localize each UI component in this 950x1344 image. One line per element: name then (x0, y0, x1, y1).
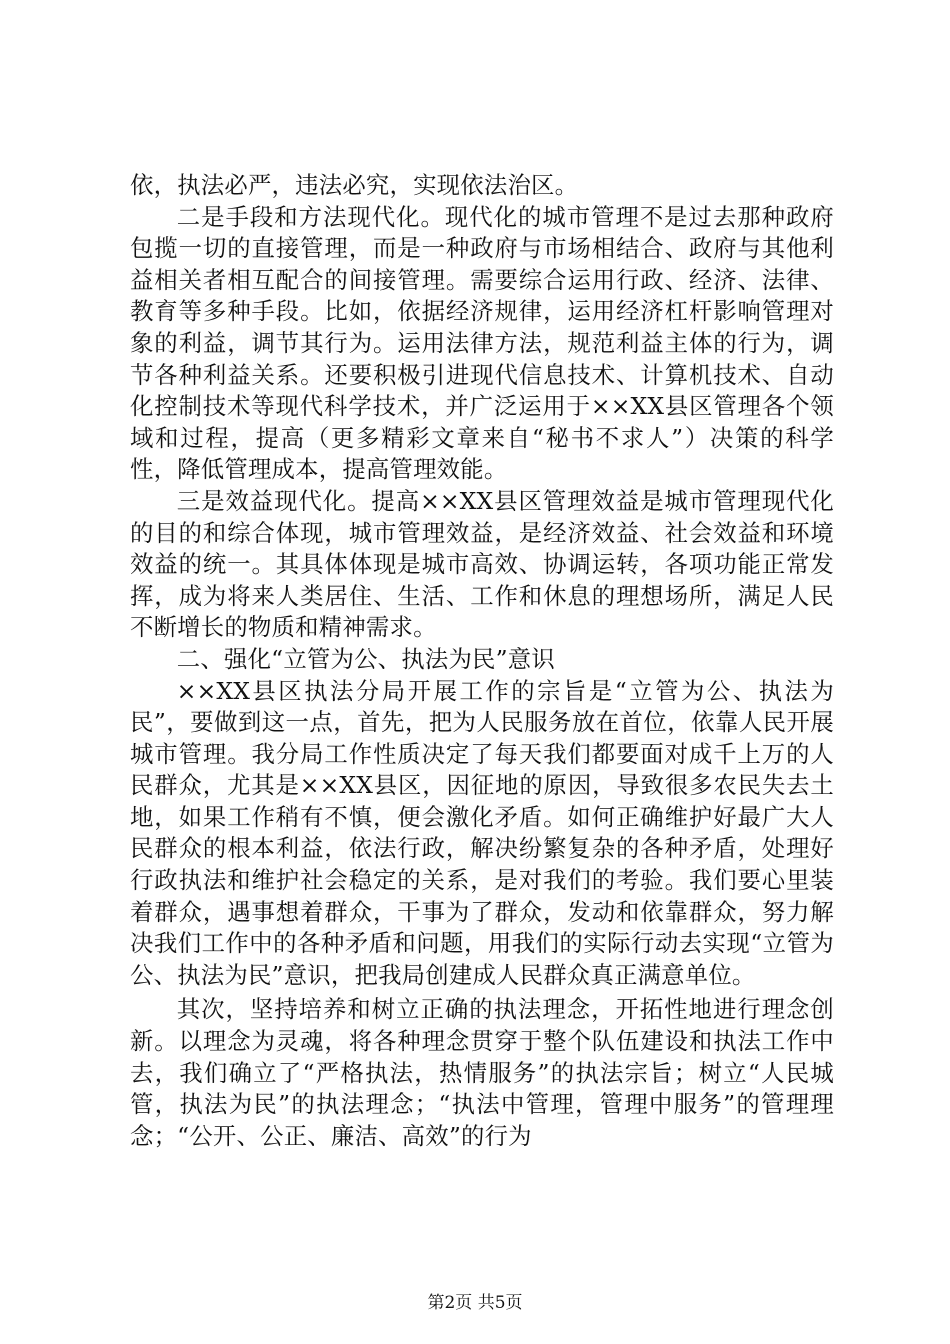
paragraph-means-and-methods: 二是手段和方法现代化。现代化的城市管理不是过去那种政府包揽一切的直接管理，而是一种政府与市场相结合、政府与其他利益相关者相互配合的间接管理。需要综合运用行政、经济、法律、教育等多种手段。比如，依据经济规律，运用经济杠杆影响管理对象的利益，调节其行为。运用法律方法，规范利益主体的行为，调节各种利益关系。还要积极引进现代信息技术、计算机技术、自动化控制技术等现代科学技术，并广泛运用于××XX县区管理各个领域和过程，提高（更多精彩文章来自“秘书不求人”）决策的科学性，降低管理成本，提高管理效能。 (130, 202, 834, 484)
document-body (130, 170, 834, 1152)
paragraph-continuation: 依，执法必严，违法必究，实现依法治区。 (130, 171, 579, 199)
paragraph-benefit-modernization: 三是效益现代化。提高××XX县区管理效益是城市管理现代化的目的和综合体现，城市管理效益，是经济效益、社会效益和环境效益的统一。其具体体现是城市高效、协调运转，各项功能正常发挥，成为将来人类居住、生活、工作和休息的理想场所，满足人民不断增长的物质和精神需求。 (130, 486, 834, 642)
paragraph-work-purpose: ××XX县区执法分局开展工作的宗旨是“立管为公、执法为民”，要做到这一点，首先，把为人民服务放在首位，依靠人民开展城市管理。我分局工作性质决定了每天我们都要面对成千上万的人民群众，尤其是××XX县区，因征地的原因，导致很多农民失去土地，如果工作稍有不慎，便会激化矛盾。如何正确维护好最广大人民群众的根本利益，依法行政，解决纷繁复杂的各种矛盾，处理好行政执法和维护社会稳定的关系，是对我们的考验。我们要心里装着群众，遇事想着群众，干事为了群众，发动和依靠群众，努力解决我们工作中的各种矛盾和问题，用我们的实际行动去实现“立管为公、执法为民”意识，把我局创建成人民群众真正满意单位。 (130, 676, 834, 989)
paragraph-enforcement-concept: 其次，坚持培养和树立正确的执法理念，开拓性地进行理念创新。以理念为灵魂，将各种理念贯穿于整个队伍建设和执法工作中去，我们确立了“严格执法，热情服务”的执法宗旨；树立“人民城管，执法为民”的执法理念；“执法中管理，管理中服务”的管理理念；“公开、公正、廉洁、高效”的行为 (130, 995, 834, 1150)
section-heading: 二、强化“立管为公、执法为民”意识 (176, 644, 555, 673)
page-footer: 第2页 共5页 (427, 1293, 523, 1313)
